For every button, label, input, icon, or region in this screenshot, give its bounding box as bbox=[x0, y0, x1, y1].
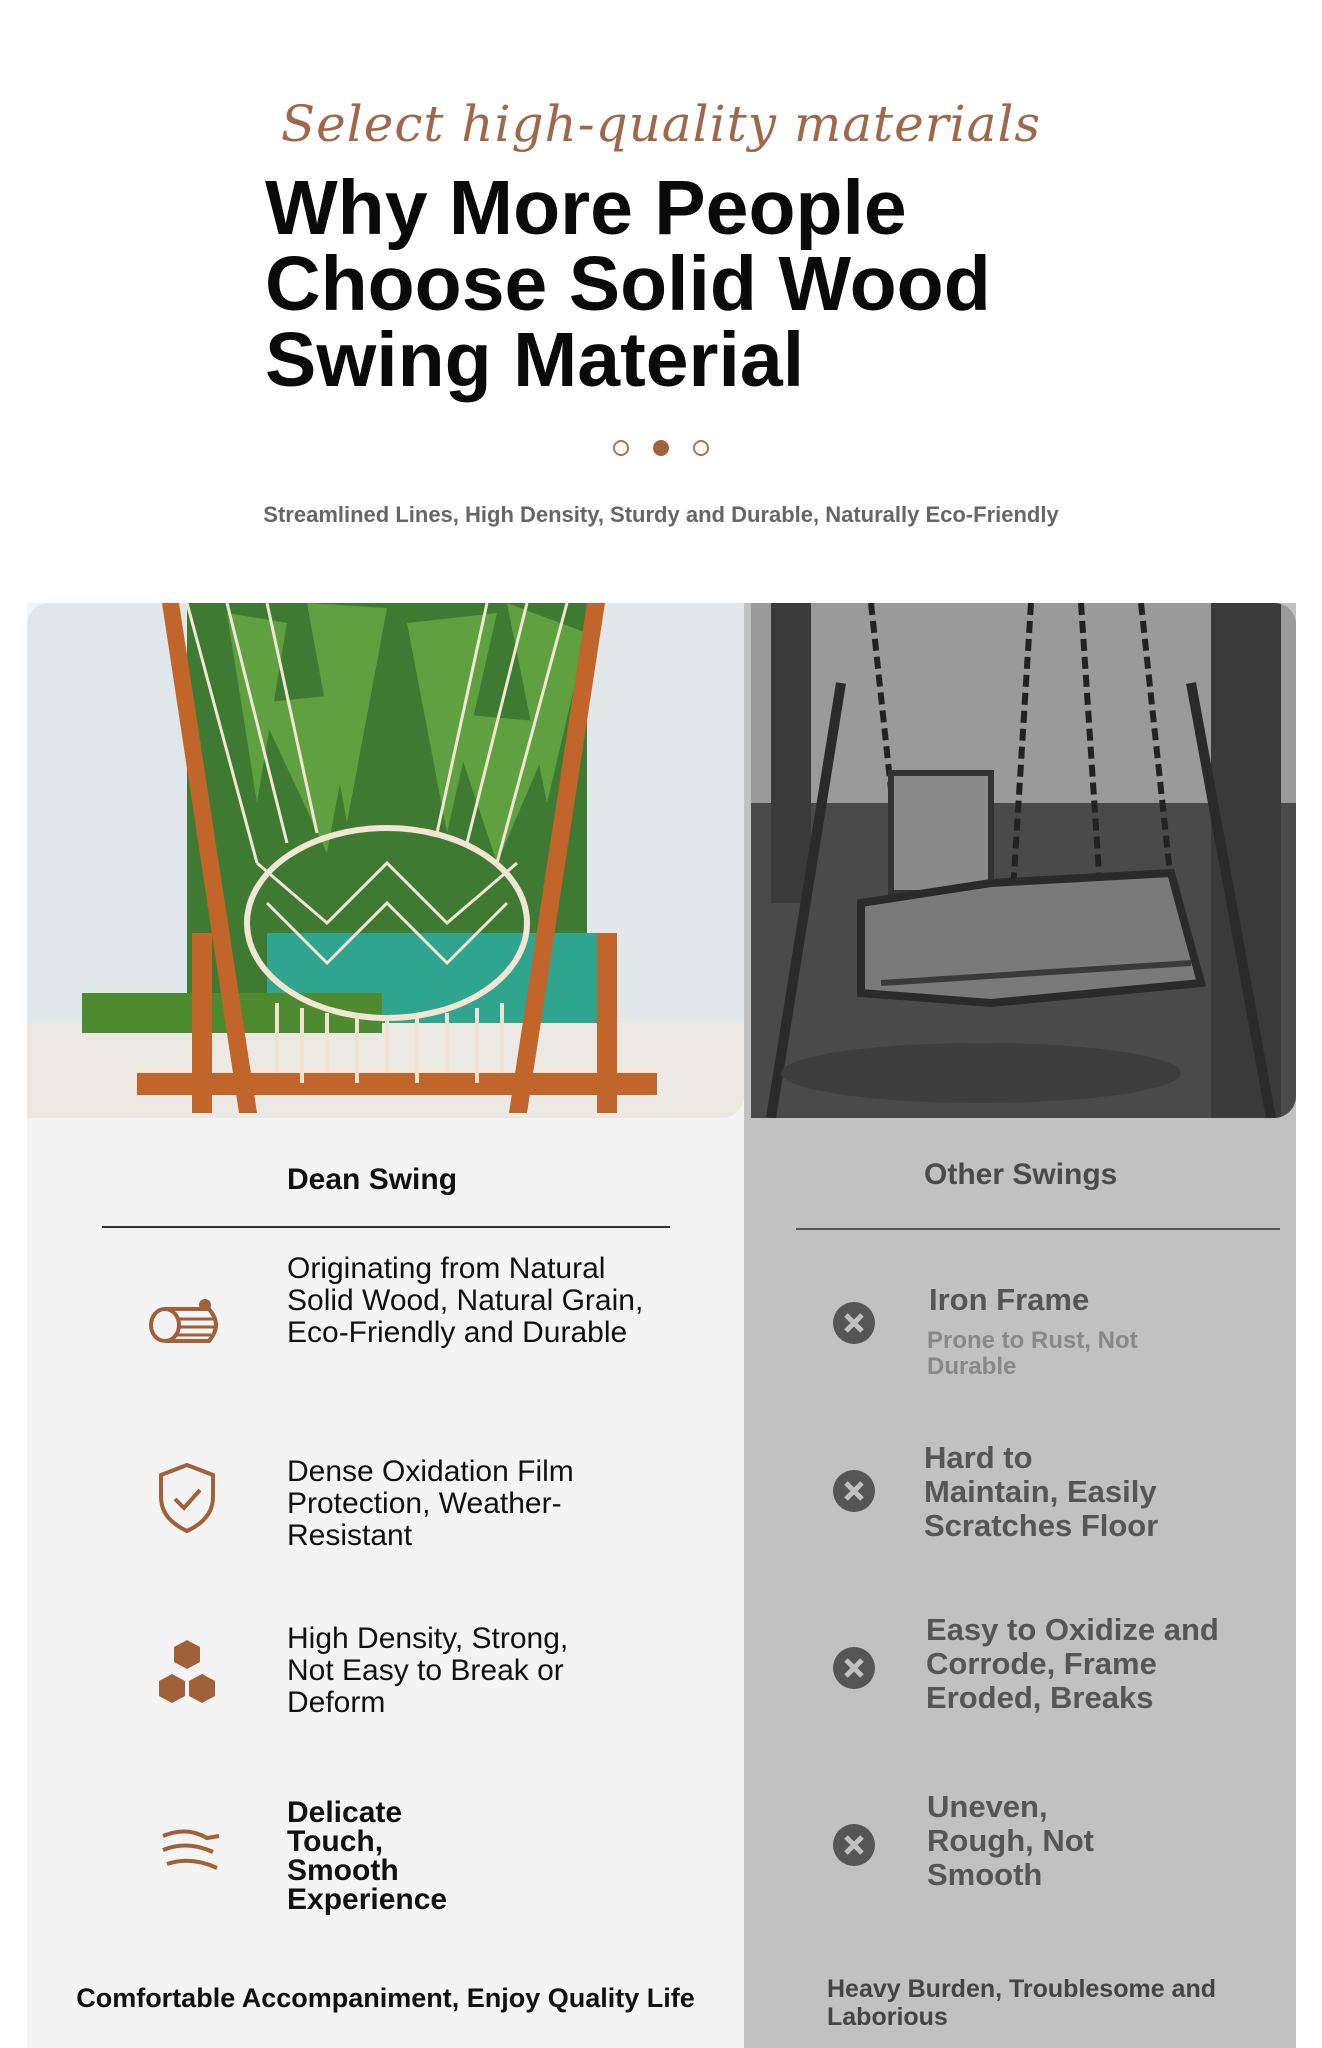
con-text: Hard to Maintain, Easily Scratches Floor bbox=[924, 1440, 1159, 1543]
headline-line-1: Why More People bbox=[265, 165, 907, 251]
hand-touch-icon bbox=[157, 1818, 227, 1883]
feature-item bbox=[27, 1253, 744, 1383]
feature-item bbox=[27, 1618, 744, 1738]
page-headline bbox=[265, 165, 1085, 403]
con-item bbox=[744, 1273, 1296, 1393]
con-text: Iron Frame bbox=[929, 1282, 1090, 1317]
pager-dot[interactable] bbox=[613, 440, 629, 456]
x-circle-icon bbox=[832, 1646, 876, 1695]
carousel-pager bbox=[0, 440, 1322, 456]
feature-item bbox=[27, 1451, 744, 1561]
feature-text: Dense Oxidation Film Protection, Weather-Resistant bbox=[287, 1455, 574, 1552]
feature-text: Originating from Natural Solid Wood, Natural Grain, Eco-Friendly and Durable bbox=[287, 1252, 644, 1349]
other-swings-photo bbox=[751, 603, 1296, 1118]
subtitle: Streamlined Lines, High Density, Sturdy and Durable, Naturally Eco-Friendly bbox=[263, 502, 1059, 527]
x-circle-icon bbox=[832, 1301, 876, 1350]
pager-dot[interactable] bbox=[693, 440, 709, 456]
con-item bbox=[744, 1441, 1296, 1581]
x-circle-icon bbox=[832, 1823, 876, 1872]
divider bbox=[102, 1226, 670, 1228]
other-swings-column bbox=[744, 603, 1296, 2048]
con-text: Easy to Oxidize and Corrode, Frame Eroded, Breaks bbox=[926, 1612, 1219, 1715]
con-text: Uneven, Rough, Not Smooth bbox=[927, 1789, 1095, 1892]
headline-line-2: Choose Solid Wood bbox=[265, 241, 991, 327]
con-item bbox=[744, 1790, 1296, 1910]
dean-swing-title: Dean Swing bbox=[287, 1163, 458, 1196]
con-item bbox=[744, 1613, 1296, 1733]
hexagon-cluster-icon bbox=[152, 1638, 222, 1713]
pager-dot-active[interactable] bbox=[653, 440, 669, 456]
log-icon bbox=[147, 1293, 227, 1358]
comparison-panel bbox=[27, 603, 1296, 2048]
right-footer-slogan: Heavy Burden, Troublesome and Laborious bbox=[827, 1975, 1216, 2031]
feature-text: Delicate Touch, Smooth Experience bbox=[287, 1796, 448, 1916]
left-footer-slogan: Comfortable Accompaniment, Enjoy Quality Life bbox=[76, 1983, 695, 2013]
divider bbox=[796, 1228, 1280, 1230]
dean-swing-column bbox=[27, 603, 744, 2048]
headline-line-3: Swing Material bbox=[265, 317, 805, 403]
tagline: Select high-quality materials bbox=[280, 95, 1042, 153]
other-swings-title: Other Swings bbox=[924, 1158, 1118, 1191]
feature-text: High Density, Strong, Not Easy to Break or Deform bbox=[287, 1622, 569, 1719]
x-circle-icon bbox=[832, 1469, 876, 1518]
con-subtext: Prone to Rust, Not Durable bbox=[927, 1327, 1138, 1380]
feature-item bbox=[27, 1793, 744, 1923]
shield-check-icon bbox=[155, 1461, 219, 1540]
dean-swing-photo bbox=[27, 603, 744, 1118]
